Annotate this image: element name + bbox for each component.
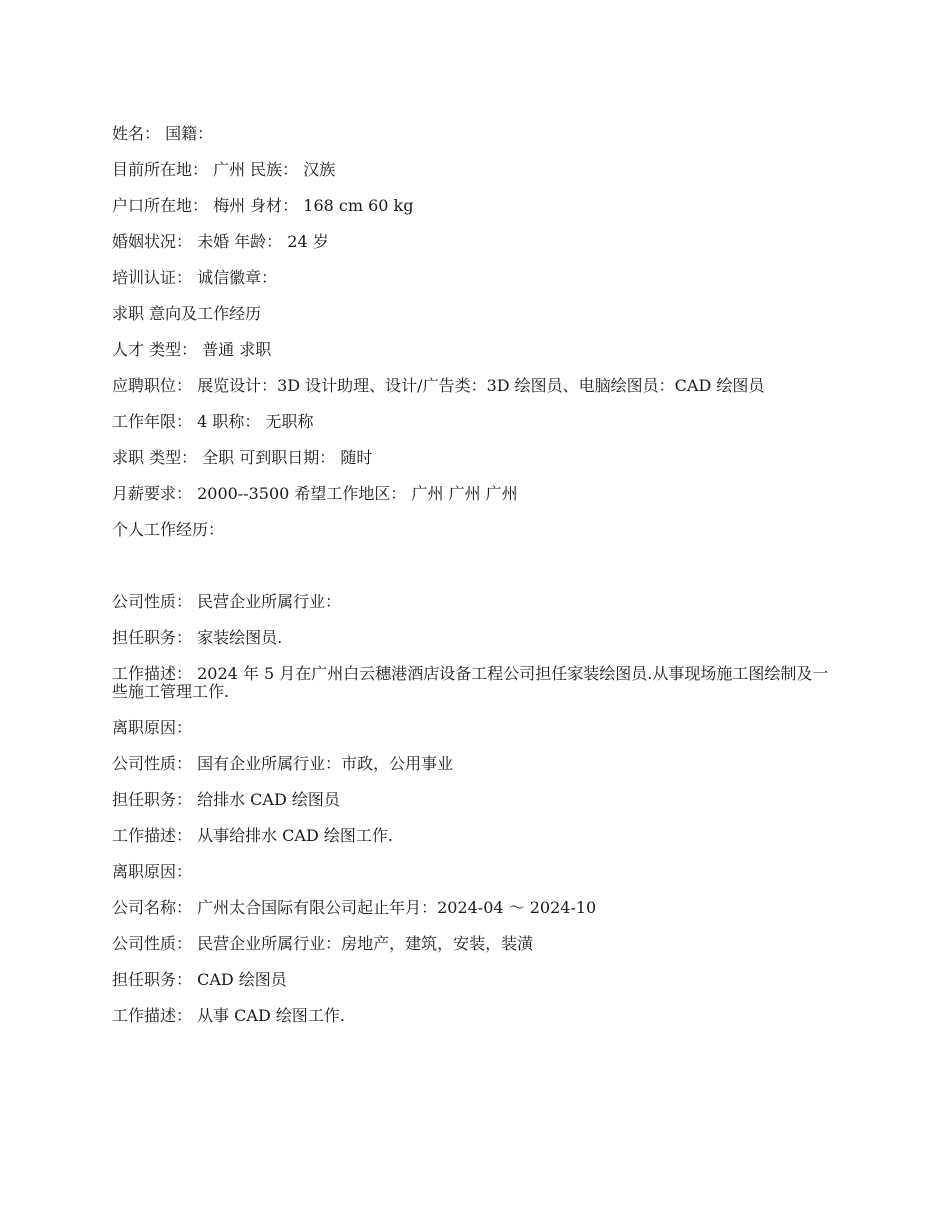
salary-region-line: 月薪要求： 2000--3500 希望工作地区： 广州 广州 广州 bbox=[112, 484, 518, 503]
company1-description-line: 工作描述： 2024 年 5 月在广州白云穗港酒店设备工程公司担任家装绘图员.从事现场施工图绘制及一些施工管理工作. bbox=[112, 664, 829, 701]
name-nationality-line: 姓名： 国籍： bbox=[112, 124, 214, 143]
company2-role-line: 担任职务： 给排水 CAD 绘图员 bbox=[112, 790, 340, 809]
resume-document bbox=[112, 125, 842, 1043]
location-ethnicity-line: 目前所在地： 广州 民族： 汉族 bbox=[112, 160, 336, 179]
work-years-title-line: 工作年限： 4 职称： 无职称 bbox=[112, 412, 314, 431]
company2-description-line: 工作描述： 从事给排水 CAD 绘图工作. bbox=[112, 826, 393, 845]
section-heading-work-history: 个人工作经历： bbox=[112, 520, 225, 539]
spacer bbox=[112, 557, 842, 593]
marital-age-line: 婚姻状况： 未婚 年龄： 24 岁 bbox=[112, 232, 329, 251]
company3-nature-line: 公司性质： 民营企业所属行业：房地产，建筑，安装，装潢 bbox=[112, 934, 534, 953]
company2-nature-line: 公司性质： 国有企业所属行业：市政，公用事业 bbox=[112, 754, 454, 773]
company1-nature-line: 公司性质： 民营企业所属行业： bbox=[112, 592, 342, 611]
company3-role-line: 担任职务： CAD 绘图员 bbox=[112, 970, 287, 989]
talent-type-line: 人才 类型： 普通 求职 bbox=[112, 340, 272, 359]
certification-line: 培训认证： 诚信徽章： bbox=[112, 268, 278, 287]
job-type-availability-line: 求职 类型： 全职 可到职日期： 随时 bbox=[112, 448, 373, 467]
applied-position-line: 应聘职位： 展览设计：3D 设计助理、设计/广告类：3D 绘图员、电脑绘图员：CAD 绘图员 bbox=[112, 376, 765, 395]
company1-leave-reason-line: 离职原因： bbox=[112, 718, 193, 737]
section-heading-job-intent: 求职 意向及工作经历 bbox=[112, 304, 262, 323]
company2-leave-reason-line: 离职原因： bbox=[112, 862, 193, 881]
hukou-body-line: 户口所在地： 梅州 身材： 168 cm 60 kg bbox=[112, 196, 414, 215]
company3-name-period-line: 公司名称： 广州太合国际有限公司起止年月：2024-04 ～ 2024-10 bbox=[112, 898, 597, 917]
company3-description-line: 工作描述： 从事 CAD 绘图工作. bbox=[112, 1006, 345, 1025]
company1-role-line: 担任职务： 家装绘图员. bbox=[112, 628, 283, 647]
